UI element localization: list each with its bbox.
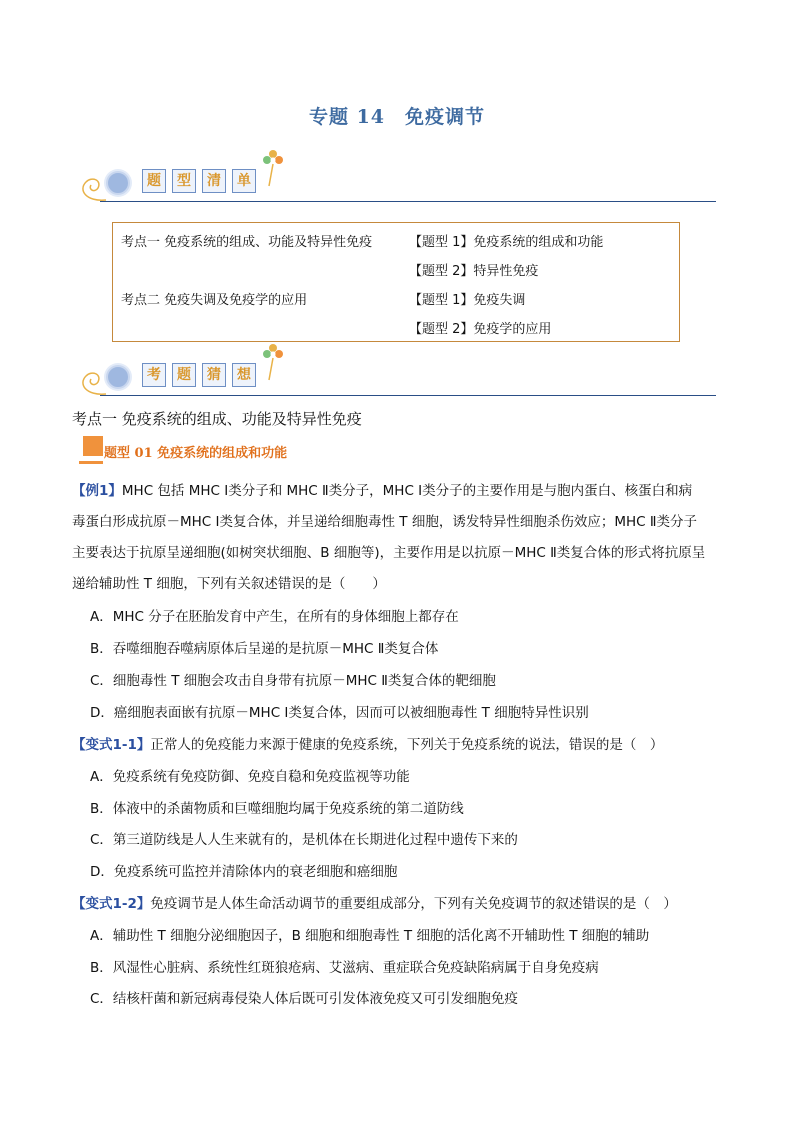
section-banner-question-types <box>76 160 716 204</box>
page-title: 专题 14 免疫调节 <box>308 106 486 128</box>
outline-type-1-1: 【题型 1】免疫系统的组成和功能 <box>409 235 604 250</box>
banner-char: 型 <box>172 169 196 193</box>
banner-char: 猜 <box>202 363 226 387</box>
outline-type-1-2: 【题型 2】特异性免疫 <box>409 264 539 279</box>
flower-icon <box>261 148 285 188</box>
type-heading: 题型 01 免疫系统的组成和功能 <box>104 446 288 461</box>
variant-1-2-stem <box>72 892 677 912</box>
outline-topic-2: 考点二 免疫失调及免疫学的应用 <box>121 293 308 308</box>
variant-1-2-text: 免疫调节是人体生命活动调节的重要组成部分，下列有关免疫调节的叙述错误的是（ ） <box>150 896 677 912</box>
swirl-ornament-icon <box>76 364 110 398</box>
example-1-line-1 <box>72 479 692 499</box>
outline-type-2-2: 【题型 2】免疫学的应用 <box>409 322 552 337</box>
number-badge <box>106 171 130 195</box>
swirl-ornament-icon <box>76 170 110 204</box>
type-tag-underline <box>79 461 103 464</box>
example-1-option-b: B．吞噬细胞吞噬病原体后呈递的是抗原－MHC Ⅱ类复合体 <box>90 641 439 657</box>
flower-icon <box>261 342 285 382</box>
section-banner-exam-guess <box>76 354 716 398</box>
example-1-line-4: 递给辅助性 T 细胞，下列有关叙述错误的是（ ） <box>72 576 386 592</box>
banner-char: 清 <box>202 169 226 193</box>
type-tag-marker <box>83 436 103 456</box>
banner-char: 想 <box>232 363 256 387</box>
variant-1-1-option-d: D．免疫系统可监控并清除体内的衰老细胞和癌细胞 <box>90 864 398 880</box>
variant-1-1-option-b: B．体液中的杀菌物质和巨噬细胞均属于免疫系统的第二道防线 <box>90 801 464 817</box>
variant-1-2-option-b: B．风湿性心脏病、系统性红斑狼疮病、艾滋病、重症联合免疫缺陷病属于自身免疫病 <box>90 960 599 976</box>
variant-1-1-stem <box>72 733 663 753</box>
example-label: 【例1】 <box>72 483 122 499</box>
variant-1-1-option-c: C．第三道防线是人人生来就有的，是机体在长期进化过程中遗传下来的 <box>90 832 518 848</box>
example-1-line-2: 毒蛋白形成抗原－MHC Ⅰ类复合体，并呈递给细胞毒性 T 细胞，诱发特异性细胞杀伤效应；MHC Ⅱ类分子 <box>72 514 697 530</box>
banner-char: 考 <box>142 363 166 387</box>
variant-1-2-option-c: C．结核杆菌和新冠病毒侵染人体后既可引发体液免疫又可引发细胞免疫 <box>90 991 518 1007</box>
outline-topic-1: 考点一 免疫系统的组成、功能及特异性免疫 <box>121 235 373 250</box>
variant-1-2-option-a: A．辅助性 T 细胞分泌细胞因子，B 细胞和细胞毒性 T 细胞的活化离不开辅助性 T 细胞的辅助 <box>90 928 650 944</box>
variant-1-1-option-a: A．免疫系统有免疫防御、免疫自稳和免疫监视等功能 <box>90 769 410 785</box>
example-1-option-a: A．MHC 分子在胚胎发育中产生，在所有的身体细胞上都存在 <box>90 609 459 625</box>
variant-label: 【变式1-1】 <box>72 737 151 753</box>
banner-char: 单 <box>232 169 256 193</box>
outline-type-2-1: 【题型 1】免疫失调 <box>409 293 526 308</box>
banner-char: 题 <box>142 169 166 193</box>
example-1-option-c: C．细胞毒性 T 细胞会攻击自身带有抗原－MHC Ⅱ类复合体的靶细胞 <box>90 673 496 689</box>
example-1-text: MHC 包括 MHC Ⅰ类分子和 MHC Ⅱ类分子，MHC Ⅰ类分子的主要作用是与胞内蛋白、核蛋白和病 <box>121 483 693 499</box>
section-heading: 考点一 免疫系统的组成、功能及特异性免疫 <box>72 410 362 428</box>
variant-label: 【变式1-2】 <box>72 896 151 912</box>
outline-table <box>112 222 680 342</box>
banner-char: 题 <box>172 363 196 387</box>
number-badge <box>106 365 130 389</box>
example-1-line-3: 主要表达于抗原呈递细胞(如树突状细胞、B 细胞等)，主要作用是以抗原－MHC Ⅱ类复合体的形式将抗原呈 <box>72 545 706 561</box>
example-1-option-d: D．癌细胞表面嵌有抗原－MHC Ⅰ类复合体，因而可以被细胞毒性 T 细胞特异性识别 <box>90 705 589 721</box>
variant-1-1-text: 正常人的免疫能力来源于健康的免疫系统，下列关于免疫系统的说法，错误的是（ ） <box>150 737 664 753</box>
